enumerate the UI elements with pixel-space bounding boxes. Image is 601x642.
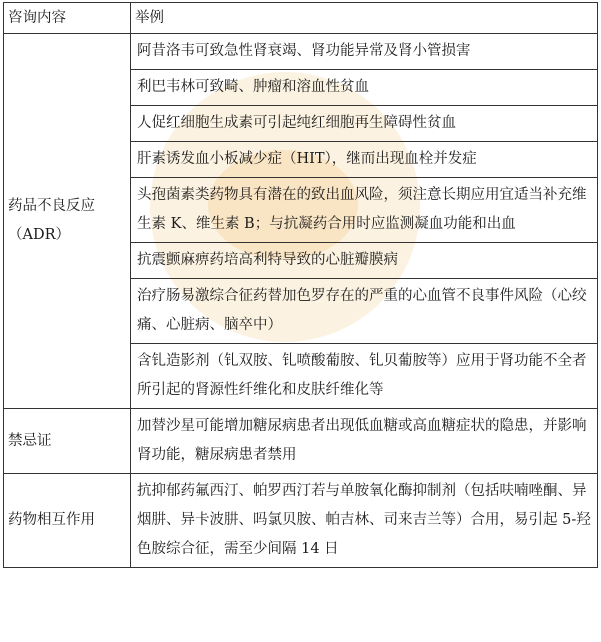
category-adr <box>4 34 131 409</box>
example-cell: 头孢菌素类药物具有潜在的致出血风险，须注意长期应用宜适当补充维生素 K、维生素 B；与抗凝药合用时应监测凝血功能和出血 <box>131 178 598 243</box>
example-cell: 抗抑郁药氟西汀、帕罗西汀若与单胺氧化酶抑制剂（包括呋喃唑酮、异烟肼、异卡波肼、吗氯贝胺、帕吉林、司来吉兰等）合用，易引起 5-羟色胺综合征，需至少间隔 14 日 <box>131 474 598 568</box>
example-cell: 治疗肠易激综合征药替加色罗存在的严重的心血管不良事件风险（心绞痛、心脏病、脑卒中） <box>131 279 598 344</box>
example-cell: 抗震颤麻痹药培高利特导致的心脏瓣膜病 <box>131 243 598 279</box>
example-cell: 利巴韦林可致畸、肿瘤和溶血性贫血 <box>131 70 598 106</box>
table-row <box>4 34 598 70</box>
example-cell: 含钆造影剂（钆双胺、钆喷酸葡胺、钆贝葡胺等）应用于肾功能不全者所引起的肾源性纤维化和皮肤纤维化等 <box>131 344 598 409</box>
category-drug-interaction: 药物相互作用 <box>4 474 131 568</box>
example-cell: 人促红细胞生成素可引起纯红细胞再生障碍性贫血 <box>131 106 598 142</box>
table-row <box>4 409 598 474</box>
category-contraindication: 禁忌证 <box>4 409 131 474</box>
example-cell: 肝素诱发血小板减少症（HIT），继而出现血栓并发症 <box>131 142 598 178</box>
header-consult-content: 咨询内容 <box>4 3 131 34</box>
consultation-table <box>3 2 598 568</box>
table-header-row <box>4 3 598 34</box>
table-row <box>4 474 598 568</box>
category-label: （ADR） <box>8 227 71 243</box>
example-cell: 阿昔洛韦可致急性肾衰竭、肾功能异常及肾小管损害 <box>131 34 598 70</box>
example-cell: 加替沙星可能增加糖尿病患者出现低血糖或高血糖症状的隐患，并影响肾功能，糖尿病患者禁用 <box>131 409 598 474</box>
category-label: 药品不良反应 <box>8 198 95 214</box>
header-example: 举例 <box>131 3 598 34</box>
